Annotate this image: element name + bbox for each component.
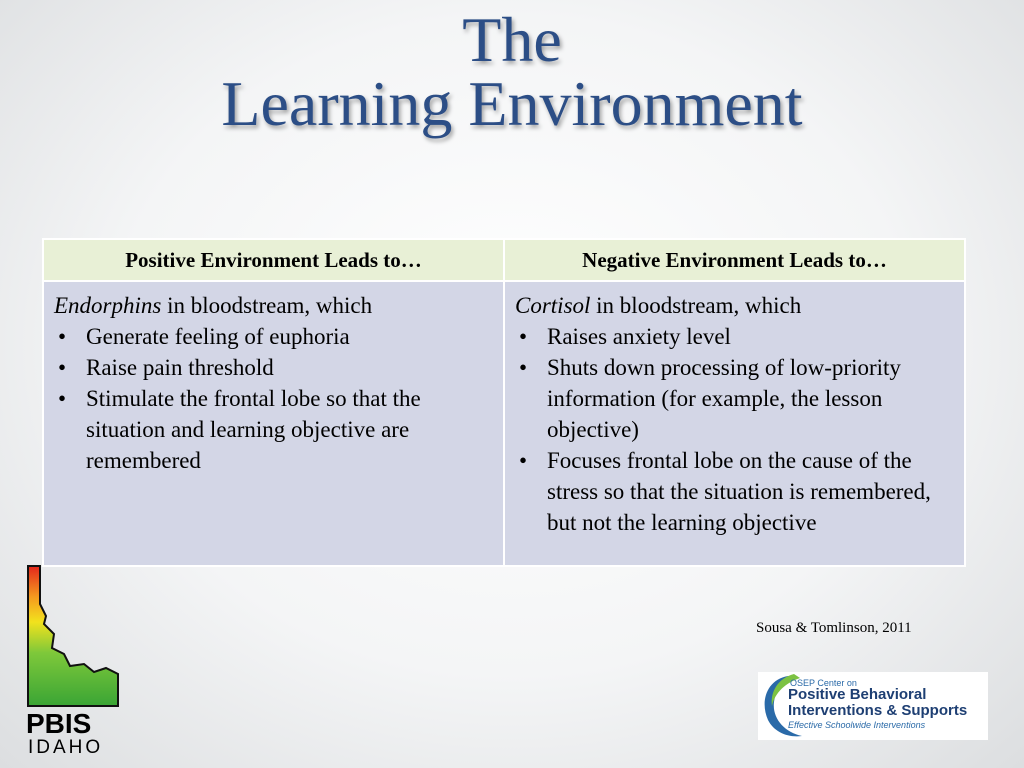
- table-header-row: [43, 239, 965, 281]
- osep-line1: OSEP Center on: [790, 678, 857, 688]
- list-item: • Raises anxiety level: [515, 321, 954, 352]
- osep-line3: Interventions & Supports: [788, 702, 968, 719]
- header-positive: Positive Environment Leads to…: [43, 239, 504, 281]
- negative-bullet-list: [515, 321, 954, 538]
- pbis-logo-text: PBIS: [26, 708, 92, 739]
- environment-comparison-table: [42, 238, 966, 567]
- citation: Sousa & Tomlinson, 2011: [756, 620, 912, 636]
- slide-title-line1: The: [462, 4, 562, 75]
- positive-lead: [54, 290, 493, 321]
- list-item: • Shuts down processing of low-priority information (for example, the lesson objective): [515, 352, 954, 445]
- idaho-logo-text: IDAHO: [28, 737, 104, 758]
- list-item: • Stimulate the frontal lobe so that the situation and learning objective are remembered: [54, 383, 493, 476]
- table-row: [43, 281, 965, 566]
- osep-pbis-logo: [758, 672, 988, 740]
- negative-lead-term: Cortisol: [515, 293, 591, 318]
- osep-line2: Positive Behavioral: [788, 686, 927, 703]
- header-negative: Negative Environment Leads to…: [504, 239, 965, 281]
- slide-title: [0, 4, 1024, 139]
- positive-lead-term: Endorphins: [54, 293, 162, 318]
- list-item: • Focuses frontal lobe on the cause of the stress so that the situation is remembered, but not the learning objective: [515, 445, 954, 538]
- negative-cell: [504, 281, 965, 566]
- osep-line4: Effective Schoolwide Interventions: [788, 720, 926, 730]
- positive-lead-rest: in bloodstream, which: [161, 293, 373, 318]
- slide-title-line2: Learning Environment: [221, 68, 803, 139]
- list-item: • Raise pain threshold: [54, 352, 493, 383]
- list-item: • Generate feeling of euphoria: [54, 321, 493, 352]
- positive-bullet-list: [54, 321, 493, 476]
- negative-lead: [515, 290, 954, 321]
- positive-cell: [43, 281, 504, 566]
- negative-lead-rest: in bloodstream, which: [590, 293, 802, 318]
